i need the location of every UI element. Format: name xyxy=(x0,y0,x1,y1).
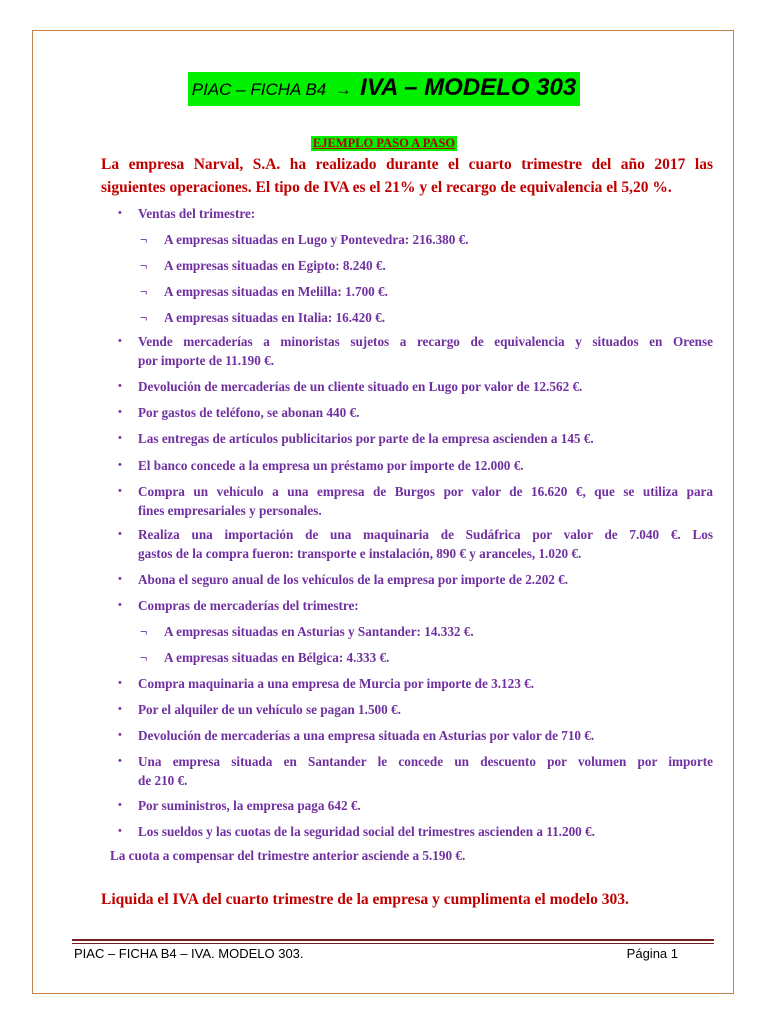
list-item-text: Devolución de mercaderías de un cliente situado en Lugo por valor de 12.562 €. xyxy=(138,379,583,394)
title-part1: PIAC – FICHA B4 xyxy=(191,80,327,99)
list-item-text: Compras de mercaderías del trimestre: xyxy=(138,598,359,613)
not-sign-icon: ¬ xyxy=(140,650,148,665)
example-label: EJEMPLO PASO A PASO xyxy=(312,136,456,150)
footer-title: PIAC – FICHA B4 – IVA. MODELO 303. xyxy=(74,946,304,961)
list-item-text: por importe de 11.190 €. xyxy=(138,353,275,368)
page-title xyxy=(188,72,580,106)
bullet-icon: • xyxy=(118,573,122,585)
list-item-text: El banco concede a la empresa un préstamo por importe de 12.000 €. xyxy=(138,458,524,473)
list-item-text: de 210 €. xyxy=(138,773,188,788)
title-part2: IVA – MODELO 303 xyxy=(360,74,577,101)
bullet-icon: • xyxy=(118,380,122,392)
example-wrap xyxy=(0,134,768,152)
arrow-icon: → xyxy=(334,80,352,99)
list-item-text: Vende mercaderías a minoristas sujetos a recargo de equivalencia y situados en Orense xyxy=(138,334,713,349)
bullet-icon: • xyxy=(118,677,122,689)
bullet-icon: • xyxy=(118,799,122,811)
list-item-text: A empresas situadas en Italia: 16.420 €. xyxy=(164,310,386,325)
intro-paragraph xyxy=(101,153,713,199)
bullet-icon: • xyxy=(118,729,122,741)
list-item-text: Por gastos de teléfono, se abonan 440 €. xyxy=(138,405,360,420)
not-sign-icon: ¬ xyxy=(140,624,148,639)
bullet-icon: • xyxy=(118,703,122,715)
list-item-text: A empresas situadas en Lugo y Pontevedra: 216.380 €. xyxy=(164,232,469,247)
bullet-icon: • xyxy=(118,485,122,497)
list-item-text: Una empresa situada en Santander le concede un descuento por volumen por importe xyxy=(138,754,713,769)
intro-line: La empresa Narval, S.A. ha realizado durante el cuarto trimestre del año 2017 las xyxy=(101,156,713,173)
list-item-text: A empresas situadas en Asturias y Santander: 14.332 €. xyxy=(164,624,474,639)
bullet-icon: • xyxy=(118,406,122,418)
page-number: Página 1 xyxy=(626,946,678,961)
not-sign-icon: ¬ xyxy=(140,258,148,273)
intro-line: siguientes operaciones. El tipo de IVA es el 21% y el recargo de equivalencia el 5,20 %. xyxy=(101,179,672,196)
list-item-text: Por el alquiler de un vehículo se pagan 1.500 €. xyxy=(138,702,401,717)
bullet-icon: • xyxy=(118,432,122,444)
list-item-text: A empresas situadas en Melilla: 1.700 €. xyxy=(164,284,388,299)
list-item-text: A empresas situadas en Bélgica: 4.333 €. xyxy=(164,650,390,665)
list-item-text: Ventas del trimestre: xyxy=(138,206,256,221)
footer-rule xyxy=(72,939,714,941)
footer-rule-thin xyxy=(72,943,714,944)
bullet-icon: • xyxy=(118,459,122,471)
list-item-text: Los sueldos y las cuotas de la seguridad social del trimestres ascienden a 11.200 €. xyxy=(138,824,595,839)
list-item-text: fines empresariales y personales. xyxy=(138,503,322,518)
list-item-text: gastos de la compra fueron: transporte e instalación, 890 € y aranceles, 1.020 €. xyxy=(138,546,582,561)
not-sign-icon: ¬ xyxy=(140,284,148,299)
title-wrap xyxy=(0,72,768,106)
not-sign-icon: ¬ xyxy=(140,310,148,325)
list-item-text: La cuota a compensar del trimestre anterior asciende a 5.190 €. xyxy=(110,848,466,863)
bullet-icon: • xyxy=(118,335,122,347)
list-item-text: Compra un vehículo a una empresa de Burgos por valor de 16.620 €, que se utiliza para xyxy=(138,484,713,499)
list-item-text: Abona el seguro anual de los vehículos de la empresa por importe de 2.202 €. xyxy=(138,572,569,587)
bullet-icon: • xyxy=(118,207,122,219)
bullet-icon: • xyxy=(118,599,122,611)
not-sign-icon: ¬ xyxy=(140,232,148,247)
bullet-icon: • xyxy=(118,825,122,837)
list-item-text: Compra maquinaria a una empresa de Murcia por importe de 3.123 €. xyxy=(138,676,534,691)
bullet-icon: • xyxy=(118,528,122,540)
list-item-text: Por suministros, la empresa paga 642 €. xyxy=(138,798,361,813)
list-item-text: Realiza una importación de una maquinaria de Sudáfrica por valor de 7.040 €. Los xyxy=(138,527,713,542)
bullet-icon: • xyxy=(118,755,122,767)
list-item-text: A empresas situadas en Egipto: 8.240 €. xyxy=(164,258,386,273)
conclusion: Liquida el IVA del cuarto trimestre de la empresa y cumplimenta el modelo 303. xyxy=(101,891,629,908)
list-item-text: Devolución de mercaderías a una empresa situada en Asturias por valor de 710 €. xyxy=(138,728,595,743)
list-item-text: Las entregas de artículos publicitarios por parte de la empresa ascienden a 145 €. xyxy=(138,431,594,446)
